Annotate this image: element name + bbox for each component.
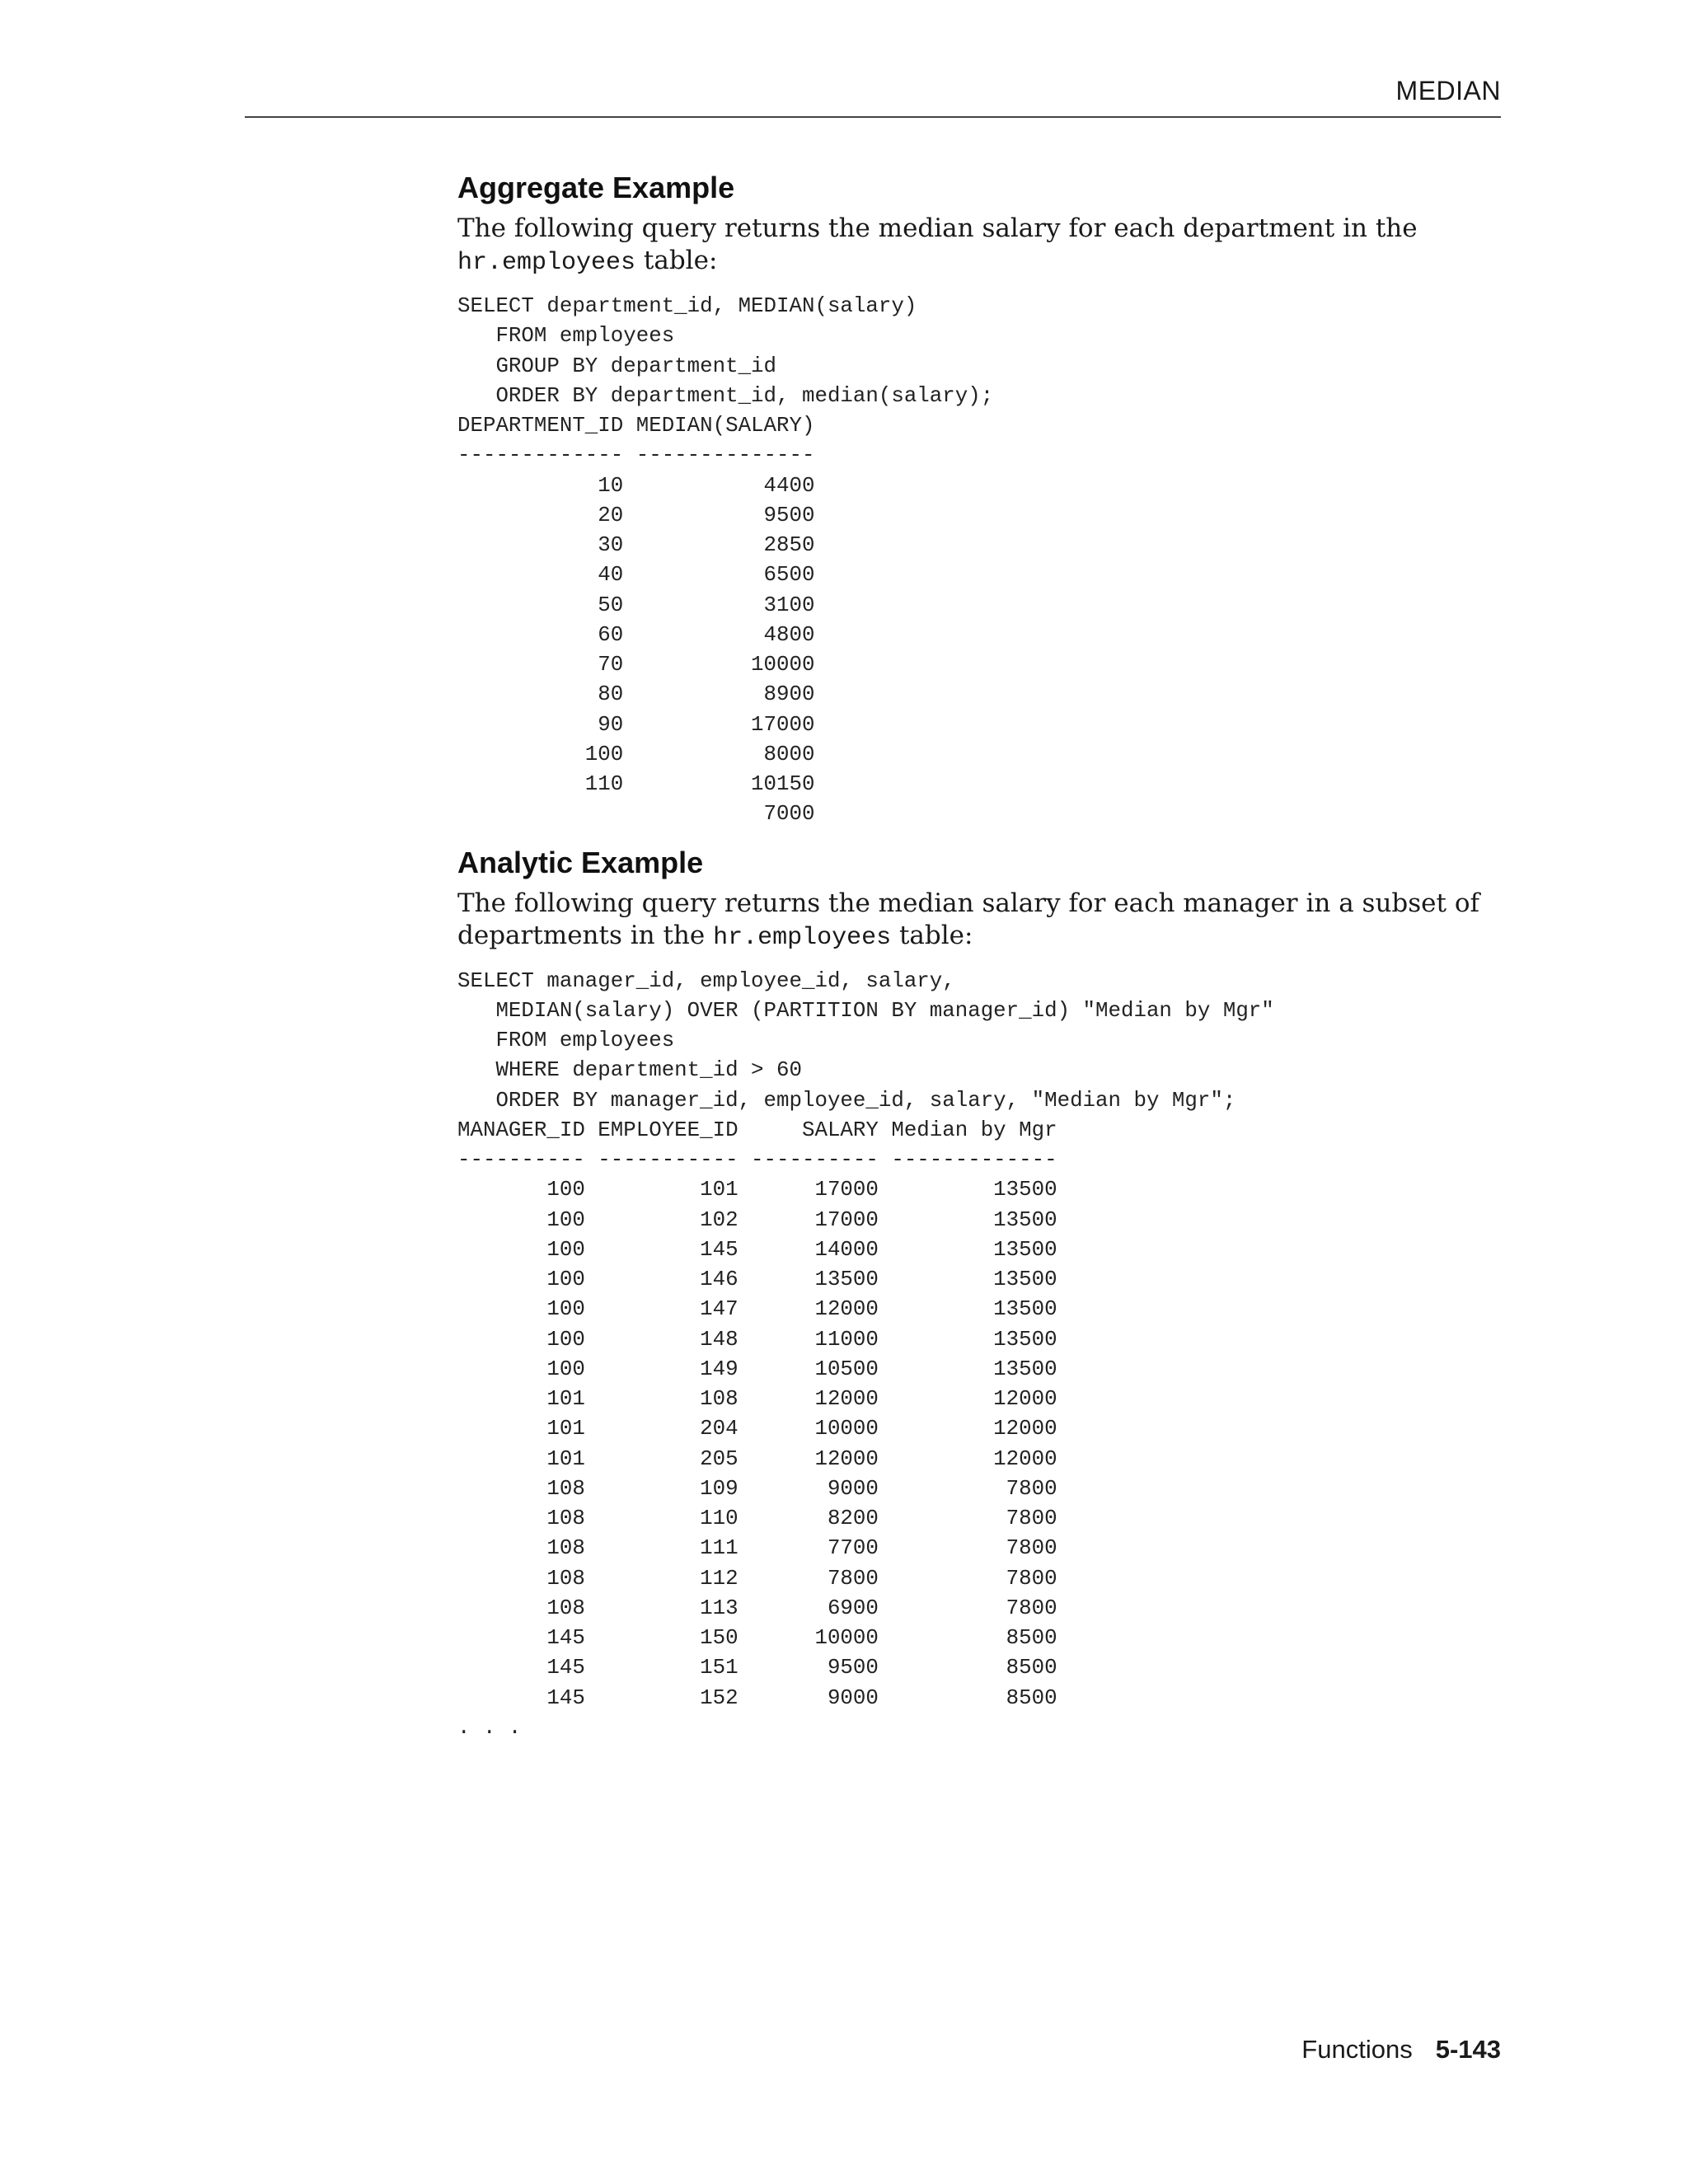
aggregate-description-text: The following query returns the median salary for each department in the (457, 213, 1418, 243)
page-footer (1301, 2034, 1501, 2065)
analytic-inline-code: hr.employees (713, 923, 892, 952)
analytic-example-heading: Analytic Example (457, 845, 704, 879)
aggregate-inline-code: hr.employees (457, 249, 636, 277)
running-header-title: MEDIAN (1395, 76, 1501, 105)
aggregate-description-tail: table: (635, 246, 718, 275)
footer-section-name: Functions (1301, 2035, 1413, 2064)
aggregate-sql-query: SELECT department_id, MEDIAN(salary) FROM employees GROUP BY department_id ORDER BY department_id, median(salary); (457, 294, 994, 408)
page-content (457, 168, 1529, 1743)
analytic-example-description (457, 888, 1529, 954)
analytic-description-tail: table: (891, 920, 973, 950)
analytic-description-text: The following query returns the median salary for each manager in a subset of (457, 888, 1479, 918)
aggregate-example-description (457, 213, 1529, 279)
analytic-query-result: MANAGER_ID EMPLOYEE_ID SALARY Median by Mgr ---------- ----------- ---------- ------------- 100 101 17000 13500 100 102 17000 13500 100 145 14000 13500 100 146 13500 13500 100 147 12000 13500 100 148 11000 13500 100 149 10500 13500 101 108 12000 12000 101 204 10000 12000 101 205 12000 12000 108 109 9000 7800 108 110 8200 7800 108 111 7700 7800 108 112 7800 7800 108 113 6900 7800 145 150 10000 8500 145 151 9500 8500 145 152 9000 8500 . . . (457, 1118, 1057, 1740)
running-header (245, 75, 1501, 118)
analytic-description-line2: departments in the (457, 920, 714, 950)
aggregate-example-section (457, 168, 1529, 830)
aggregate-example-heading: Aggregate Example (457, 171, 735, 204)
aggregate-query-result: DEPARTMENT_ID MEDIAN(SALARY) ------------- -------------- 10 4400 20 9500 30 2850 40 6500 50 3100 60 4800 70 10000 80 8900 90 17000 100 8000 110 10150 7000 (457, 414, 815, 827)
analytic-sql-query: SELECT manager_id, employee_id, salary, MEDIAN(salary) OVER (PARTITION BY manager_id) "Median by Mgr" FROM employees WHERE department_id > 60 ORDER BY manager_id, employee_id, salary, "Median by Mgr"; (457, 968, 1274, 1113)
footer-page-number: 5-143 (1435, 2035, 1501, 2064)
analytic-example-section (457, 843, 1529, 1744)
